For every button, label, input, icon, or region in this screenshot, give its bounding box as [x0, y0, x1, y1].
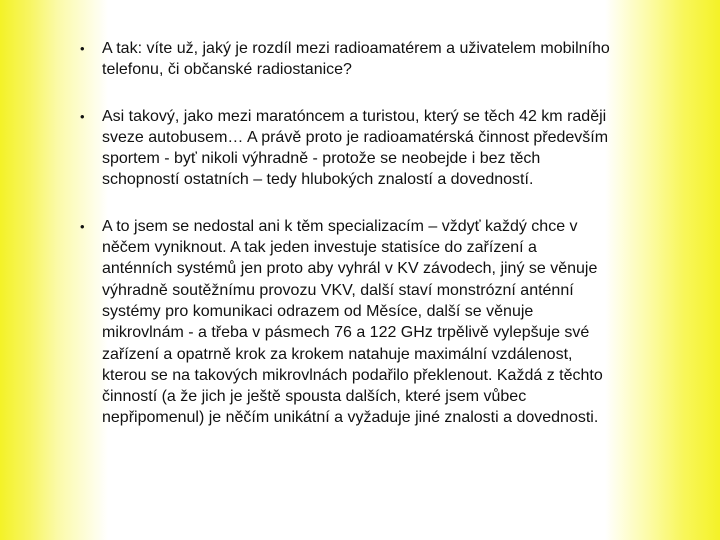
bullet-text-line: telefonu, či občanské radiostanice?: [102, 61, 352, 79]
bullet-text-line: systémy pro komunikaci odrazem od Měsíce, další se věnuje: [102, 302, 534, 320]
bullet-item: [80, 216, 690, 429]
bullet-text-line: sveze autobusem… A právě proto je radioamatérská činnost především: [102, 128, 609, 146]
bullet-text-line: něčem vyniknout. A tak jeden investuje statisíce do zařízení a: [102, 239, 537, 257]
bullet-text-line: nepřipomenul) je něčím unikátní a vyžaduje jiné znalosti a dovednosti.: [102, 409, 599, 427]
bullet-text-line: zařízení a opatrně krok za krokem natahuje maximální vzdálenost,: [102, 345, 573, 363]
bullet-item: [80, 106, 690, 191]
bullet-point-icon: •: [80, 218, 85, 234]
bullet-point-icon: •: [80, 41, 85, 56]
bullet-text-line: Asi takový, jako mezi maratóncem a turistou, který se těch 42 km raději: [102, 107, 607, 125]
bullet-text-line: kterou se na takových mikrovlnách podařilo překlenout. Každá z těchto: [102, 366, 603, 384]
bullet-text-line: A to jsem se nedostal ani k těm specializacím – vždyť každý chce v: [102, 217, 578, 235]
bullet-text-line: činností (a že jich je ještě spousta dalších, které jsem vůbec: [102, 388, 527, 406]
bullet-text-line: schopností ostatních – tedy hlubokých znalostí a dovedností.: [102, 171, 534, 189]
bullet-list: [80, 38, 690, 429]
bullet-point-icon: •: [80, 108, 85, 124]
bullet-text-line: mikrovlnám - a třeba v pásmech 76 a 122 GHz trpělivě vylepšuje své: [102, 324, 590, 342]
bullet-text-line: sportem - byť nikoli výhradně - protože se neobejde i bez těch: [102, 150, 541, 168]
bullet-text-line: A tak: víte už, jaký je rozdíl mezi radioamatérem a uživatelem mobilního: [102, 40, 610, 57]
bullet-item: [80, 38, 690, 81]
bullet-text-line: výhradně soutěžnímu provozu VKV, další staví monstrózní anténní: [102, 281, 574, 299]
bullet-text-line: anténních systémů jen proto aby vyhrál v KV závodech, jiný se věnuje: [102, 260, 598, 278]
